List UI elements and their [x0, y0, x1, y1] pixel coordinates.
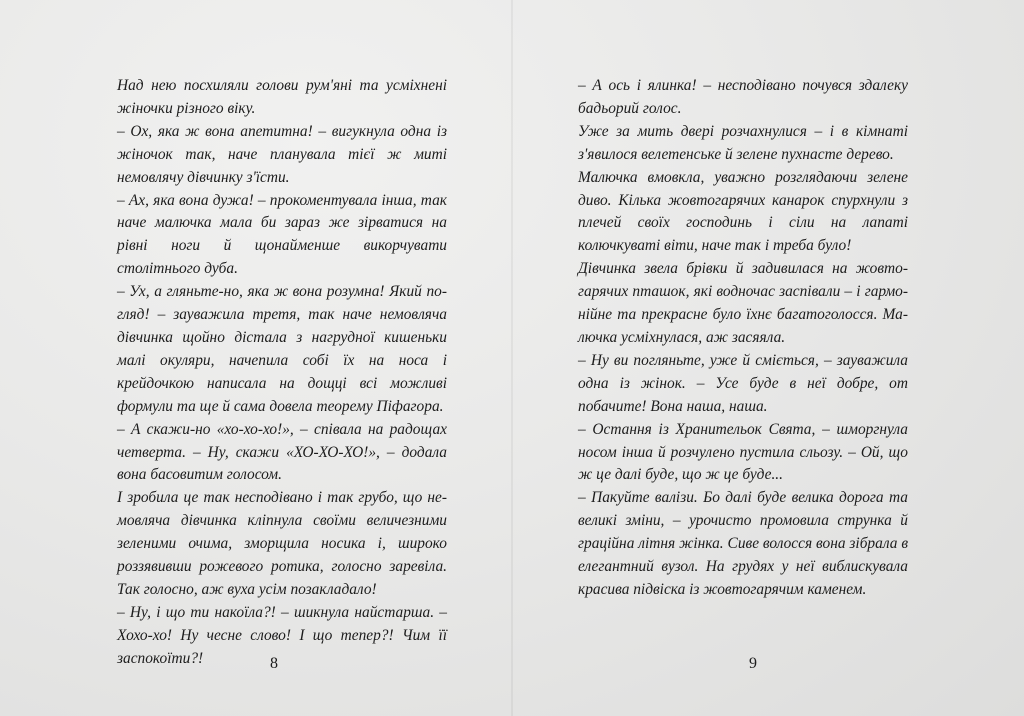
paragraph: – Ах, яка вона дужа! – прокоментувала інша, так наче малючка мала би зараз же зірватися на рівні ноги й щонайменше викорчувати столітнього дуба. [117, 191, 447, 278]
book-gutter [511, 0, 513, 716]
paragraph: – Ух, а гляньте-но, яка ж вона розумна! Який погляд! – зауважила третя, так наче немовляча дівчинка щойно дістала з нагрудної кишеньки малі окуляри, начепила собі їх на носа і крейдочкою написала на дощці всі можливі формули та ще й сама довела теорему Піфагора. [117, 283, 447, 415]
paragraph: – А скажи-но «хо-хо-хо!», – співала на радощах четверта. – Ну, скажи «ХО-ХО-ХО!», – додала вона басовитим голосом. [117, 420, 447, 484]
page-number-right: 9 [749, 655, 757, 672]
page-number-left: 8 [270, 655, 278, 672]
left-page-text [117, 75, 447, 671]
paragraph: – А ось і ялинка! – несподівано почувся здалеку бадьорий голос. [578, 77, 908, 117]
paragraph: Над нею посхиляли голови рум'яні та усміхнені жіночки різного віку. [117, 77, 447, 117]
paragraph: – Остання із Хранительок Свята, – шморгнула носом інша й розчулено пустила сльозу. – Ой, що ж це далі буде, що ж це буде... [578, 420, 908, 484]
paragraph: Дівчинка звела брівки й задивилася на жовтогарячих пташок, які водночас заспівали – і гармонійне та прекрасне було їхнє багатоголосся. Малючка усміхнулася, аж засяяла. [578, 260, 908, 346]
paragraph: – Пакуйте валізи. Бо далі буде велика дорога та великі зміни, – урочисто промовила струнка й граційна літня жінка. Сиве волосся вона зібрала в елегантний вузол. На грудях у неї виблискувала красива підвіска із жовтогарячим каменем. [578, 489, 908, 598]
paragraph: Уже за мить двері розчахнулися – і в кімнаті з'явилося велетенське й зелене пухнасте дерево. [578, 122, 908, 163]
paragraph: Малючка вмовкла, уважно розглядаючи зелене диво. Кілька жовтогарячих канарок спурхнули з плечей своїх господинь і сіли на лапаті колючкуваті віти, наче так і треба було! [578, 168, 908, 255]
right-page-text [578, 75, 908, 602]
paragraph: – Ох, яка ж вона апетитна! – вигукнула одна із жіночок так, наче планувала тієї ж миті немовлячу дівчинку з'їсти. [117, 122, 447, 186]
paragraph: – Ну ви погляньте, уже й сміється, – зауважила одна із жінок. – Усе буде в неї добре, от побачите! Вона наша, наша. [578, 351, 908, 415]
paragraph: І зробила це так несподівано і так грубо, що немовляча дівчинка кліпнула своїми величезними зеленими очима, зморщила носика і, широко роззявивши рожевого ротика, голосно заревіла. Так голосно, аж вуха усім позакладало! [117, 489, 447, 598]
paragraph: – Ну, і що ти накоїла?! – шикнула найстарша. – Хохо-хо! Ну чесне слово! І що тепер?! Чим її заспокоїти?! [117, 603, 447, 667]
